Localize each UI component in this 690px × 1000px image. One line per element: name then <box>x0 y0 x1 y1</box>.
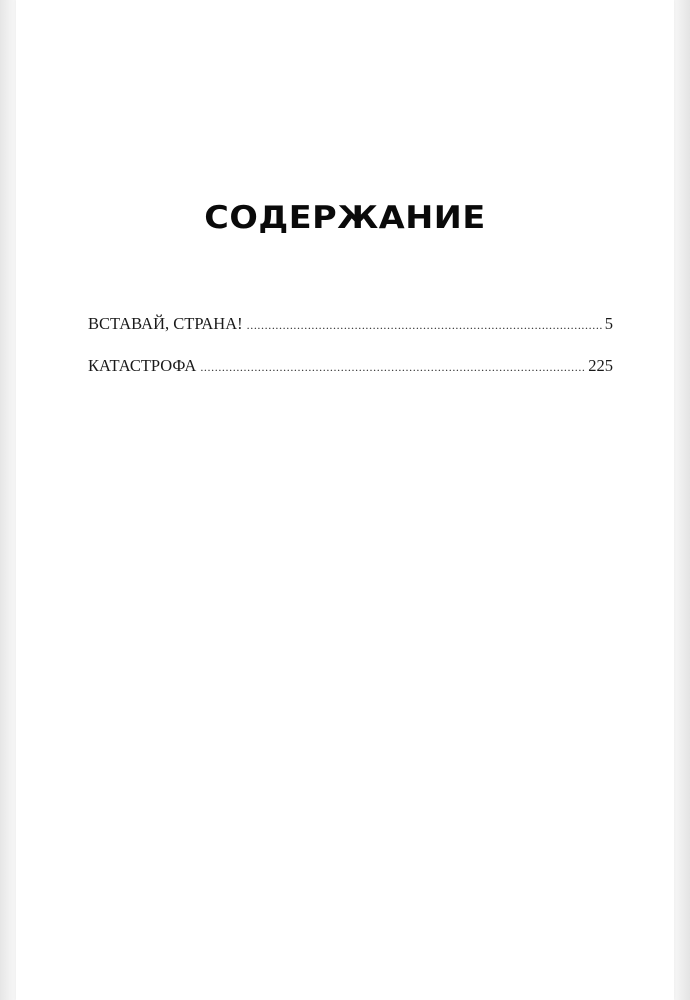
toc-entry-page: 225 <box>588 356 613 375</box>
toc-entry-label: КАТАСТРОФА <box>88 356 197 375</box>
toc-entry[interactable] <box>88 314 613 335</box>
toc-entry-label: ВСТАВАЙ, СТРАНА! <box>88 314 243 333</box>
toc-entry[interactable] <box>88 356 613 377</box>
toc-title: СОДЕРЖАНИЕ <box>204 200 486 236</box>
toc-dot-leader <box>200 360 586 375</box>
toc-entry-page: 5 <box>604 314 613 333</box>
toc-dot-leader <box>247 318 603 333</box>
toc-list <box>88 314 613 398</box>
book-page <box>16 0 674 1000</box>
